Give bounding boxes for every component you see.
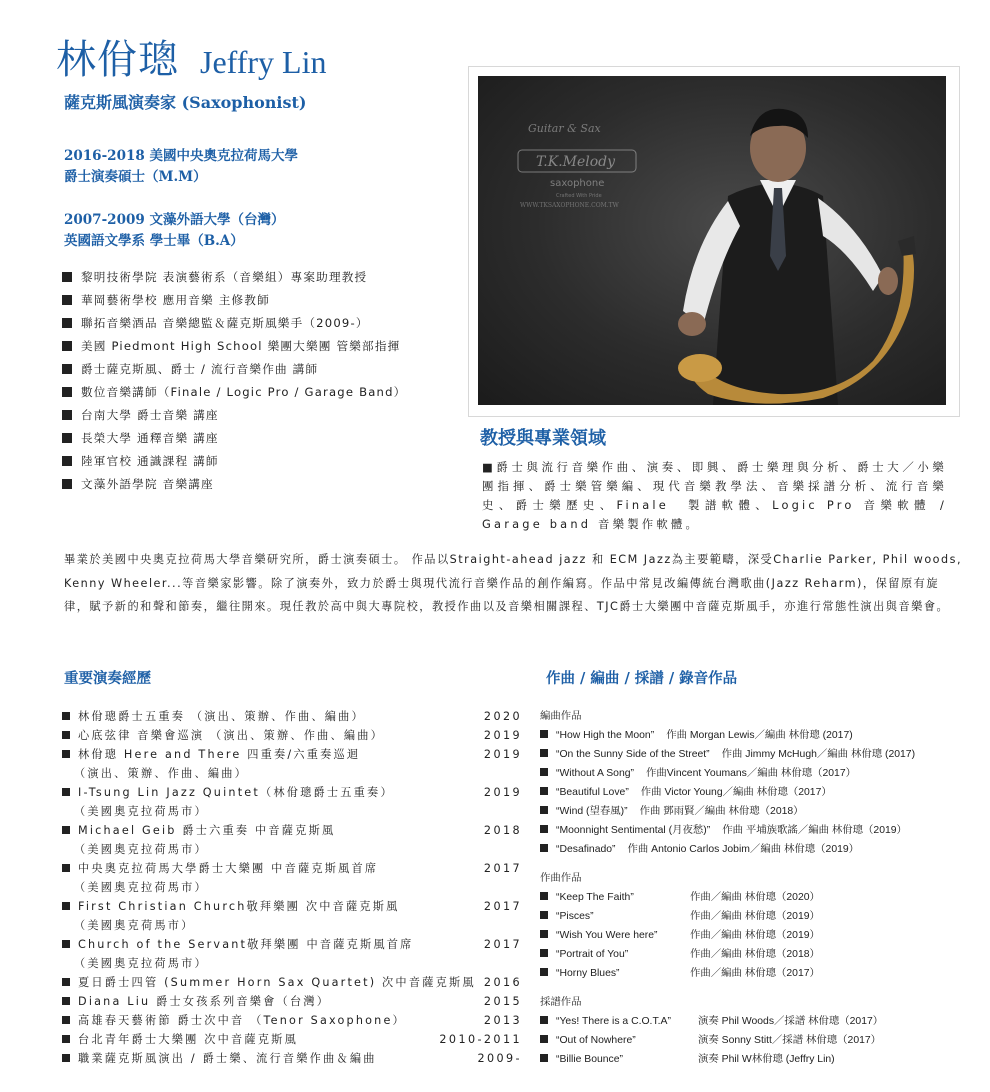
svg-text:Guitar & Sax: Guitar & Sax <box>528 122 601 135</box>
square-bullet-icon <box>540 825 548 833</box>
performance-year: 2020 <box>483 710 522 723</box>
work-credit: 作曲／編曲 林佾璁（2018） <box>690 949 820 960</box>
name-chinese: 林佾璁 <box>56 37 179 83</box>
expertise-title: 教授與專業領域 <box>480 428 606 449</box>
performance-text: Michael Geib 爵士六重奏 中音薩克斯風 <box>78 824 336 837</box>
performance-year: 2017 <box>483 900 522 913</box>
performance-item <box>62 973 522 992</box>
performance-item <box>62 992 522 1011</box>
work-credit: 作曲 Morgan Lewis／編曲 林佾璁 (2017) <box>666 730 853 741</box>
works-category-label: 作曲作品 <box>540 872 582 884</box>
work-title: “Billie Bounce” <box>556 1054 623 1065</box>
performance-year: 2019 <box>483 786 522 799</box>
works-item <box>540 888 970 907</box>
works-category-label: 編曲作品 <box>540 710 582 722</box>
square-bullet-icon <box>62 456 72 466</box>
performance-text: 高雄春天藝術節 爵士次中音 （Tenor Saxophone） <box>78 1014 406 1027</box>
expertise-text: ■爵士與流行音樂作曲、演奏、即興、爵士樂理與分析、爵士大／小樂團指揮、爵士樂管樂編、現代音樂教學法、音樂採譜分析、流行音樂史、爵士樂歷史、Finale 製譜軟體、Logic Pro 音樂軟體 / Garage band 音樂製作軟體。 <box>482 460 947 531</box>
square-bullet-icon <box>62 272 72 282</box>
education-line: 英國語文學系 學士畢（B.A） <box>64 233 244 249</box>
work-credit: 作曲Vincent Youmans／編曲 林佾璁（2017） <box>645 768 857 779</box>
work-credit: 作曲 鄧雨賢／編曲 林佾璁（2018） <box>639 806 804 817</box>
list-item: 數位音樂講師（Finale / Logic Pro / Garage Band） <box>62 381 406 404</box>
performance-item <box>62 935 522 954</box>
performance-text: Diana Liu 爵士女孩系列音樂會（台灣） <box>78 995 331 1008</box>
works-item <box>540 1050 970 1069</box>
square-bullet-icon <box>540 730 548 738</box>
square-bullet-icon <box>540 1016 548 1024</box>
work-credit: 作曲／編曲 林佾璁（2019） <box>690 911 820 922</box>
square-bullet-icon <box>62 750 70 758</box>
square-bullet-icon <box>62 826 70 834</box>
list-item: 文藻外語學院 音樂講座 <box>62 473 406 496</box>
square-bullet-icon <box>62 712 70 720</box>
square-bullet-icon <box>540 844 548 852</box>
work-credit: 演奏 Phil W林佾璁 (Jeffry Lin) <box>698 1054 835 1065</box>
works-item <box>540 802 970 821</box>
work-title: “Horny Blues” <box>556 968 620 979</box>
role-title: 薩克斯風演奏家 (Saxophonist) <box>64 93 307 112</box>
performance-item <box>62 1030 522 1049</box>
works-item <box>540 726 970 745</box>
performance-item <box>62 707 522 726</box>
square-bullet-icon <box>62 788 70 796</box>
square-bullet-icon <box>540 968 548 976</box>
work-credit: 作曲 Victor Young／編曲 林佾璁（2017） <box>640 787 832 798</box>
works-category-label: 採譜作品 <box>540 996 582 1008</box>
works-item <box>540 1012 970 1031</box>
square-bullet-icon <box>540 1054 548 1062</box>
work-title: “On the Sunny Side of the Street” <box>556 749 710 760</box>
works-item <box>540 964 970 983</box>
performance-year: 2016 <box>483 976 522 989</box>
work-credit: 作曲／編曲 林佾璁（2019） <box>690 930 820 941</box>
list-item: 長榮大學 通釋音樂 講座 <box>62 427 406 450</box>
performance-text: First Christian Church敬拜樂團 次中音薩克斯風 <box>78 900 400 913</box>
performance-year: 2013 <box>483 1014 522 1027</box>
performance-location: （美國奧克拉荷馬市） <box>74 957 208 970</box>
education-entry <box>64 146 298 188</box>
square-bullet-icon <box>540 768 548 776</box>
name-english: Jeffry Lin <box>200 44 327 80</box>
performance-year: 2015 <box>483 995 522 1008</box>
works-item <box>540 764 970 783</box>
square-bullet-icon <box>62 433 72 443</box>
performance-location: （美國奧克荷馬市） <box>74 919 195 932</box>
performance-list <box>62 707 522 1068</box>
performance-text: I-Tsung Lin Jazz Quintet（林佾璁爵士五重奏） <box>78 786 394 799</box>
performance-text: 中央奧克拉荷馬大學爵士大樂團 中音薩克斯風首席 <box>78 862 379 875</box>
square-bullet-icon <box>540 892 548 900</box>
performance-title: 重要演奏經歷 <box>64 670 151 687</box>
education-line: 爵士演奏碩士（M.M） <box>64 169 207 185</box>
square-bullet-icon <box>62 902 70 910</box>
work-title: “Pisces” <box>556 911 594 922</box>
work-title: “Portrait of You” <box>556 949 629 960</box>
works-item <box>540 745 970 764</box>
work-title: “Keep The Faith” <box>556 892 634 903</box>
works-item <box>540 926 970 945</box>
square-bullet-icon <box>62 731 70 739</box>
education-entry <box>64 210 284 252</box>
positions-list <box>62 266 406 496</box>
square-bullet-icon <box>62 318 72 328</box>
square-bullet-icon <box>62 864 70 872</box>
square-bullet-icon <box>540 787 548 795</box>
performance-year: 2018 <box>483 824 522 837</box>
saxophonist-illustration <box>478 76 946 405</box>
performance-text: 林佾璁 Here and There 四重奏/六重奏巡迴 <box>78 748 361 761</box>
works-item <box>540 821 970 840</box>
list-item: 聯拓音樂酒品 音樂總監＆薩克斯風樂手（2009-） <box>62 312 406 335</box>
works-item <box>540 907 970 926</box>
education-line: 2016-2018 美國中央奧克拉荷馬大學 <box>64 148 298 164</box>
performance-item <box>62 1049 522 1068</box>
performance-item <box>62 745 522 764</box>
svg-text:WWW.TKSAXOPHONE.COM.TW: WWW.TKSAXOPHONE.COM.TW <box>520 202 619 209</box>
square-bullet-icon <box>62 479 72 489</box>
performance-item <box>62 821 522 840</box>
performance-location: （美國奧克拉荷馬市） <box>74 881 208 894</box>
work-credit: 作曲 平埔族歌謠／編曲 林佾璁（2019） <box>722 825 907 836</box>
list-item: 陸軍官校 通識課程 講師 <box>62 450 406 473</box>
svg-text:T.K.Melody: T.K.Melody <box>536 154 616 170</box>
work-title: “Out of Nowhere” <box>556 1035 636 1046</box>
square-bullet-icon <box>62 387 72 397</box>
works-item <box>540 1031 970 1050</box>
performance-year: 2017 <box>483 862 522 875</box>
performance-location: （美國奧克拉荷馬市） <box>74 805 208 818</box>
performance-item <box>62 897 522 916</box>
works-item <box>540 945 970 964</box>
square-bullet-icon <box>540 949 548 957</box>
performance-text: 台北青年爵士大樂團 次中音薩克斯風 <box>78 1033 298 1046</box>
performance-year: 2017 <box>483 938 522 951</box>
square-bullet-icon <box>62 1035 70 1043</box>
list-item: 黎明技術學院 表演藝術系（音樂組）專案助理教授 <box>62 266 406 289</box>
works-item <box>540 840 970 859</box>
works-list <box>540 707 970 1069</box>
biography-paragraph: 畢業於美國中央奧克拉荷馬大學音樂研究所，爵士演奏碩士。 作品以Straight-ahead jazz 和 ECM Jazz為主要範疇，深受Charlie Parker, Phil woods, Kenny Wheeler...等音樂家影響。除了演奏外，致力於爵士與現代流行音樂作品的創作編寫。作品中常見改編傳統台灣歌曲(Jazz Reharm)，保留原有旋律，賦予新的和聲和節奏，繼往開來。現任教於高中與大專院校，教授作曲以及音樂相關課程、TJC爵士大樂團中音薩克斯風手，亦進行常態性演出與音樂會。 <box>64 553 963 613</box>
work-credit: 演奏 Sonny Stitt／採譜 林佾璁（2017） <box>698 1035 882 1046</box>
square-bullet-icon <box>62 997 70 1005</box>
square-bullet-icon <box>62 295 72 305</box>
work-title: “Without A Song” <box>556 768 634 779</box>
work-credit: 作曲／編曲 林佾璁（2017） <box>690 968 820 979</box>
list-item: 台南大學 爵士音樂 講座 <box>62 404 406 427</box>
portrait-photo <box>478 76 946 405</box>
list-item: 美國 Piedmont High School 樂團大樂團 管樂部指揮 <box>62 335 406 358</box>
performance-text: 夏日爵士四管 (Summer Horn Sax Quartet) 次中音薩克斯風 <box>78 976 476 989</box>
performance-year: 2009- <box>477 1052 522 1065</box>
square-bullet-icon <box>62 1054 70 1062</box>
work-credit: 作曲 Antonio Carlos Jobim／編曲 林佾璁（2019） <box>627 844 860 855</box>
svg-text:saxophone: saxophone <box>550 178 605 189</box>
performance-item <box>62 726 522 745</box>
square-bullet-icon <box>62 978 70 986</box>
square-bullet-icon <box>540 749 548 757</box>
square-bullet-icon <box>62 410 72 420</box>
work-title: “Beautiful Love” <box>556 787 629 798</box>
performance-location: （演出、策辦、作曲、編曲） <box>74 767 249 780</box>
square-bullet-icon <box>62 364 72 374</box>
performance-item <box>62 783 522 802</box>
work-title: “Moonnight Sentimental (月夜愁)” <box>556 825 711 836</box>
performance-text: 林佾璁爵士五重奏 （演出、策辦、作曲、編曲） <box>78 710 365 723</box>
performance-item <box>62 859 522 878</box>
works-item <box>540 783 970 802</box>
square-bullet-icon <box>540 806 548 814</box>
svg-text:Crafted With Pride: Crafted With Pride <box>556 193 602 199</box>
list-item: 爵士薩克斯風、爵士 / 流行音樂作曲 講師 <box>62 358 406 381</box>
square-bullet-icon <box>540 1035 548 1043</box>
education-line: 2007-2009 文藻外語大學（台灣） <box>64 212 285 228</box>
works-title: 作曲 / 編曲 / 採譜 / 錄音作品 <box>546 670 738 687</box>
work-title: “Desafinado” <box>556 844 616 855</box>
performance-year: 2019 <box>483 748 522 761</box>
square-bullet-icon <box>540 911 548 919</box>
performance-year: 2010-2011 <box>439 1033 522 1046</box>
square-bullet-icon <box>62 341 72 351</box>
square-bullet-icon <box>62 1016 70 1024</box>
work-title: “Yes! There is a C.O.T.A” <box>556 1016 671 1027</box>
work-credit: 演奏 Phil Woods／採譜 林佾璁（2017） <box>698 1016 884 1027</box>
work-credit: 作曲／編曲 林佾璁（2020） <box>690 892 820 903</box>
square-bullet-icon <box>62 940 70 948</box>
square-bullet-icon <box>540 930 548 938</box>
work-title: “Wind (望春風)” <box>556 806 628 817</box>
work-title: “Wish You Were here” <box>556 930 658 941</box>
performance-year: 2019 <box>483 729 522 742</box>
work-title: “How High the Moon” <box>556 730 655 741</box>
performance-text: Church of the Servant敬拜樂團 中音薩克斯風首席 <box>78 938 414 951</box>
performance-text: 職業薩克斯風演出 / 爵士樂、流行音樂作曲＆編曲 <box>78 1052 377 1065</box>
performance-item <box>62 1011 522 1030</box>
performance-location: （美國奧克拉荷馬市） <box>74 843 208 856</box>
performance-text: 心底弦律 音樂會巡演 （演出、策辦、作曲、編曲） <box>78 729 385 742</box>
work-credit: 作曲 Jimmy McHugh／編曲 林佾璁 (2017) <box>721 749 916 760</box>
list-item: 華岡藝術學校 應用音樂 主修教師 <box>62 289 406 312</box>
watermark-logo <box>518 122 636 209</box>
